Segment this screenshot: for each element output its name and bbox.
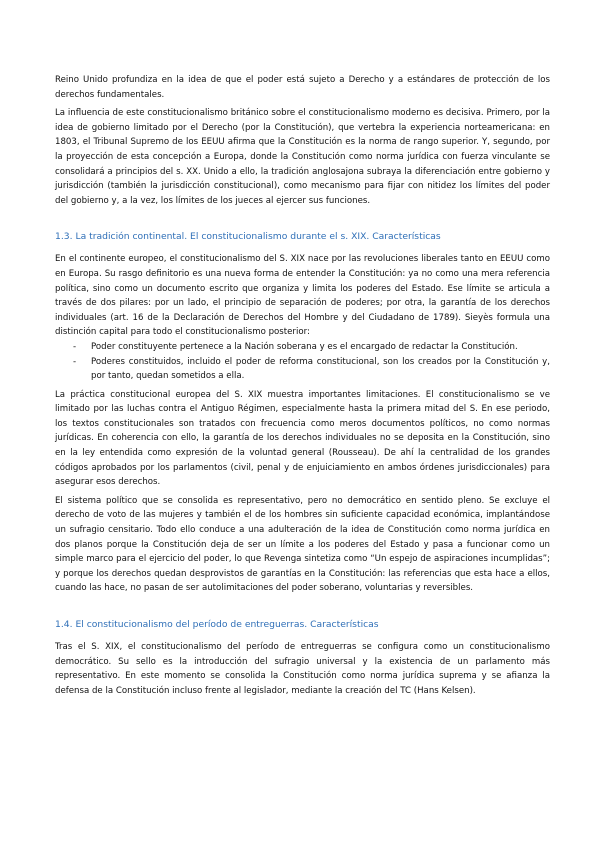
paragraph-intro-2: La influencia de este constitucionalismo británico sobre el constitucionalismo moderno es decisiva. Primero, por la idea de gobierno limitado por el Derecho (por la Constitución), que vertebra la experiencia norteamericana: en 1803, el Tribunal Supremo de los EEUU afirma que la Constitución es la norma de rango superior. Y, segundo, por la proyección de esta concepción a Europa, donde la Constitución como norma jurídica con fuerza vinculante se consolidará a principios del s. XX. Unido a ello, la tradición anglosajona subraya la diferenciación entre gobierno y jurisdicción (también la jurisdicción constitucional), como mecanismo para fijar con nitidez los límites del poder del gobierno y, a la vez, los límites de los jueces al ejercer sus funciones.: [55, 108, 550, 206]
dash-bullet: -: [73, 341, 77, 352]
list-item-text: Poder constituyente pertenece a la Nación soberana y es el encargado de redactar la Constitución.: [91, 341, 518, 352]
bullet-list: [55, 340, 550, 384]
paragraph-1-3-c: El sistema político que se consolida es representativo, pero no democrático en sentido pleno. Se excluye el derecho de voto de las mujeres y también el de los hombres sin suficiente capacidad económica, implantándose un sufragio censitario. Todo ello conduce a una adulteración de la idea de Constitución como norma jurídica en dos planos porque la Constitución deja de ser un límite a los poderes del Estado y pasa a funcionar como un simple marco para el ejercicio del poder, lo que Revenga sintetiza como “Un espejo de aspiraciones incumplidas”; y porque los derechos quedan desprovistos de garantías en la Constitución: las referencias que esta hace a ellos, cuando las hace, no pasan de ser autolimitaciones del poder soberano, voluntarias y reversibles.: [55, 495, 550, 594]
section-heading-1-4: 1.4. El constitucionalismo del período de entreguerras. Características: [55, 619, 379, 630]
list-item-text: Poderes constituidos, incluido el poder de reforma constitucional, son los creados por la Constitución y, por tanto, quedan sometidos a ella.: [91, 356, 550, 382]
paragraph-1-4-a: Tras el S. XIX, el constitucionalismo del período de entreguerras se configura como un constitucionalismo democrático. Su sello es la introducción del sufragio universal y la existencia de un parlamento más representativo. En este momento se consolida la Constitución como norma jurídica suprema y se afianza la defensa de la Constitución incluso frente al legislador, mediante la creación del TC (Hans Kelsen).: [55, 642, 550, 696]
list-item: [55, 355, 550, 384]
list-item: [55, 340, 550, 355]
paragraph-intro-1: Reino Unido profundiza en la idea de que el poder está sujeto a Derecho y a estándares de protección de los derechos fundamentales.: [55, 75, 550, 100]
paragraph-1-3-b: La práctica constitucional europea del S. XIX muestra importantes limitaciones. El constitucionalismo se ve limitado por las luchas contra el Antiguo Régimen, especialmente hasta la primera mitad del S. En ese periodo, los textos constitucionales son tratados con frecuencia como meros documentos políticos, no como normas jurídicas. En coherencia con ello, la garantía de los derechos individuales no se deposita en la Constitución, sino en la ley entendida como expresión de la voluntad general (Rousseau). De ahí la centralidad de los grandes códigos aprobados por los parlamentos (civil, penal y de enjuiciamiento en ambos órdenes jurisdiccionales) para asegurar esos derechos.: [55, 389, 550, 488]
paragraph-1-3-a: En el continente europeo, el constitucionalismo del S. XIX nace por las revoluciones liberales tanto en EEUU como en Europa. Su rasgo definitorio es una nueva forma de entender la Constitución: ya no como una mera referencia política, sino como un documento escrito que organiza y limita los poderes del Estado. Ese límite se articula a través de dos pilares: por un lado, el principio de separación de poderes; por otra, la garantía de los derechos individuales (art. 16 de la Declaración de Derechos del Hombre y del Ciudadano de 1789). Sieyès formula una distinción capital para todo el constitucionalismo posterior:: [55, 254, 550, 338]
dash-bullet: -: [73, 356, 77, 367]
section-heading-1-3: 1.3. La tradición continental. El constitucionalismo durante el s. XIX. Características: [55, 231, 441, 243]
